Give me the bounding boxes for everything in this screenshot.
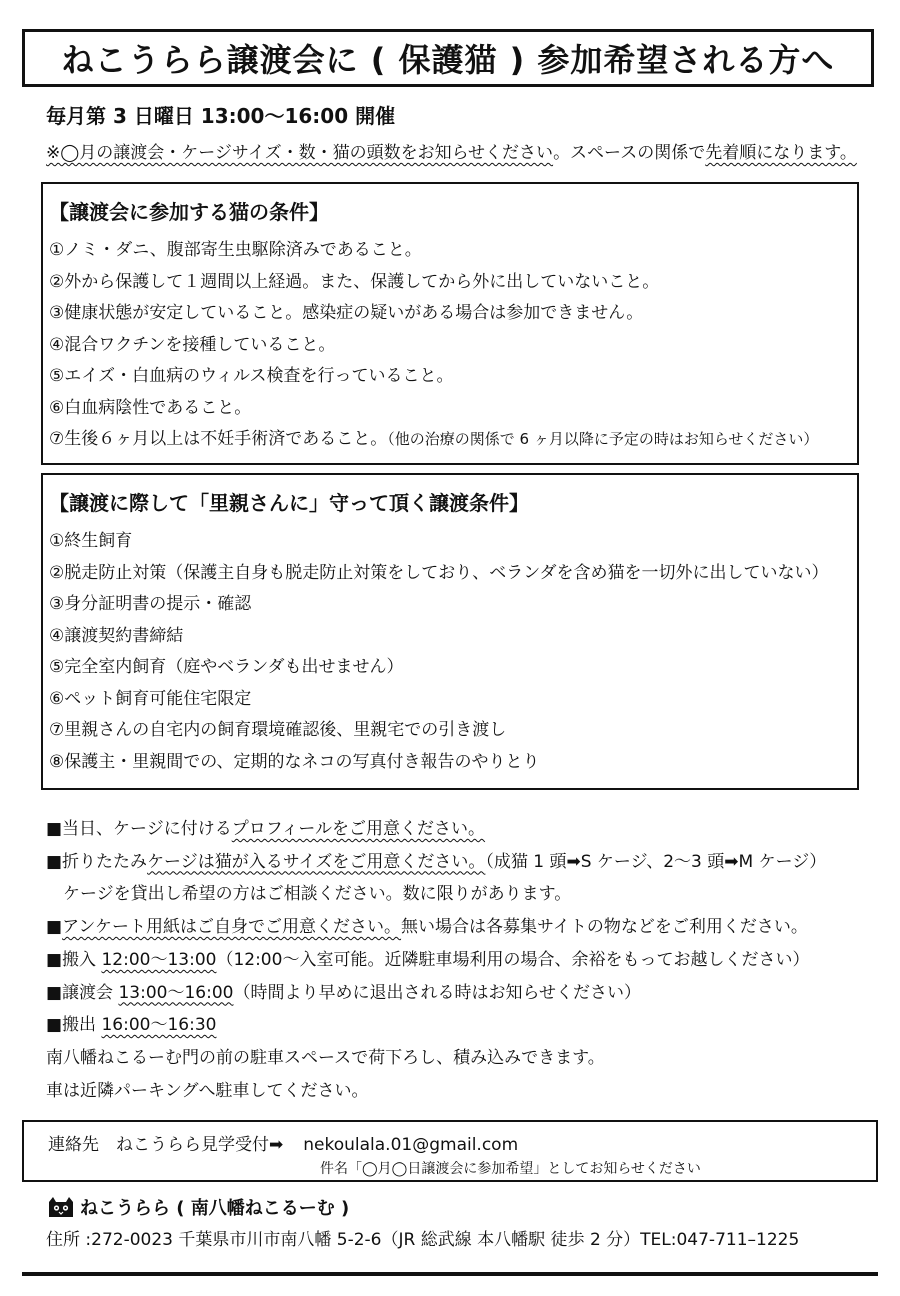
note-text: 無い場合は各募集サイトの物などをご利用ください。 [401, 917, 808, 938]
note-emphasis: ケージは猫が入るサイズをご用意ください。 [147, 851, 486, 872]
address: 住所 :272-0023 千葉県市川市南八幡 5-2-6（JR 総武線 本八幡駅 徒歩 2 分）TEL:047-711–1225 [46, 1230, 800, 1250]
note-emphasis: アンケート用紙はご自身でご用意ください。 [62, 917, 402, 938]
note-survey [46, 911, 876, 944]
adoption-condition-item: ⑥ペット飼育可能住宅限定 [49, 688, 252, 709]
cat-condition-item: ③健康状態が安定していること。感染症の疑いがある場合は参加できません。 [49, 303, 644, 323]
note-text: （12:00〜入室可能。近隣駐車場利用の場合、余裕をもってお越しください） [216, 949, 810, 970]
cat-condition-item: ⑥白血病陰性であること。 [49, 397, 252, 418]
cat-condition-item: ④混合ワクチンを接種していること。 [49, 334, 336, 355]
note-carry-in [46, 944, 876, 977]
note-text: ■ [46, 917, 63, 938]
cat-conditions-box [41, 182, 859, 465]
note-text: （成猫 1 頭➡S ケージ、2〜3 頭➡M ケージ） [485, 851, 827, 872]
page-title-text: ねこうらら譲渡会に ( 保護猫 ) 参加希望される方へ [61, 41, 835, 79]
note-text: ■当日、ケージに付ける [46, 819, 232, 839]
note-text: ■搬入 [46, 949, 102, 970]
adoption-condition-item: ①終生飼育 [49, 531, 133, 551]
adoption-conditions-heading: 【譲渡に際して「里親さんに」守って頂く譲渡条件】 [49, 491, 529, 515]
contact-box [22, 1120, 878, 1182]
notice-part-2: 。スペースの関係で [553, 143, 706, 163]
adoption-condition-item: ⑦里親さんの自宅内の飼育環境確認後、里親宅での引き渡し [49, 720, 507, 740]
contact-email-link[interactable]: nekoulala.01@gmail.com [303, 1135, 519, 1155]
cat-condition-item [49, 424, 857, 456]
note-emphasis: プロフィールをご用意ください。 [231, 819, 486, 839]
contact-label: 連絡先 ねこうらら見学受付➡ [48, 1135, 284, 1155]
adoption-conditions-box [41, 473, 859, 790]
note-text: （時間より早めに退出される時はお知らせください） [233, 982, 641, 1003]
bottom-divider [22, 1272, 878, 1276]
registration-notice [46, 138, 857, 163]
contact-subject-note: 件名「◯月◯日譲渡会に参加希望」としてお知らせください [320, 1161, 701, 1177]
note-time: 12:00〜13:00 [101, 949, 217, 970]
organization-name-text: ねこうらら ( 南八幡ねこるーむ ) [80, 1198, 350, 1219]
adoption-condition-item: ④譲渡契約書締結 [49, 625, 184, 646]
cat-condition-item: ①ノミ・ダニ、腹部寄生虫駆除済みであること。 [49, 240, 422, 260]
note-text: ■搬出 [46, 1015, 102, 1036]
cat-condition-7-note: （他の治療の関係で 6 ヶ月以降に予定の時はお知らせください） [387, 430, 819, 448]
cat-conditions-heading: 【譲渡会に参加する猫の条件】 [49, 200, 329, 224]
adoption-condition-item: ③身分証明書の提示・確認 [49, 594, 252, 614]
event-notes [46, 813, 876, 1107]
cat-condition-item: ⑤エイズ・白血病のウィルス検査を行っていること。 [49, 366, 454, 386]
note-cage [46, 846, 876, 879]
cat-condition-7-text: ⑦生後６ヶ月以上は不妊手術済であること。 [49, 429, 388, 449]
contact-line [48, 1130, 518, 1155]
note-time: 13:00〜16:00 [118, 982, 234, 1003]
cat-icon [46, 1196, 76, 1218]
note-time: 16:00〜16:30 [101, 1015, 217, 1036]
notice-part-1: ※◯月の譲渡会・ケージサイズ・数・猫の頭数をお知らせください [46, 143, 554, 163]
adoption-condition-item: ⑧保護主・里親間での、定期的なネコの写真付き報告のやりとり [49, 751, 540, 772]
note-text: ■折りたたみ [46, 851, 148, 872]
note-carry-out [46, 1009, 876, 1042]
notice-part-3: 先着順になります。 [705, 143, 857, 163]
event-schedule: 毎月第 3 日曜日 13:00〜16:00 開催 [46, 104, 396, 128]
note-text: ■譲渡会 [46, 982, 119, 1003]
page-title [22, 29, 874, 87]
note-cage-rental: ケージを貸出し希望の方はご相談ください。数に限りがあります。 [46, 884, 572, 905]
adoption-condition-item: ②脱走防止対策（保護主自身も脱走防止対策をしており、ベランダを含め猫を一切外に出していない） [49, 562, 829, 583]
note-profile [46, 813, 876, 846]
cat-condition-item: ②外から保護して１週間以上経過。また、保護してから外に出していないこと。 [49, 271, 660, 292]
note-unloading: 南八幡ねこるーむ門の前の駐車スペースで荷下ろし、積み込みできます。 [46, 1047, 605, 1068]
adoption-condition-item: ⑤完全室内飼育（庭やベランダも出せません） [49, 657, 404, 677]
note-parking: 車は近隣パーキングへ駐車してください。 [46, 1080, 369, 1101]
note-event-time [46, 977, 876, 1010]
organization-name [46, 1194, 349, 1220]
